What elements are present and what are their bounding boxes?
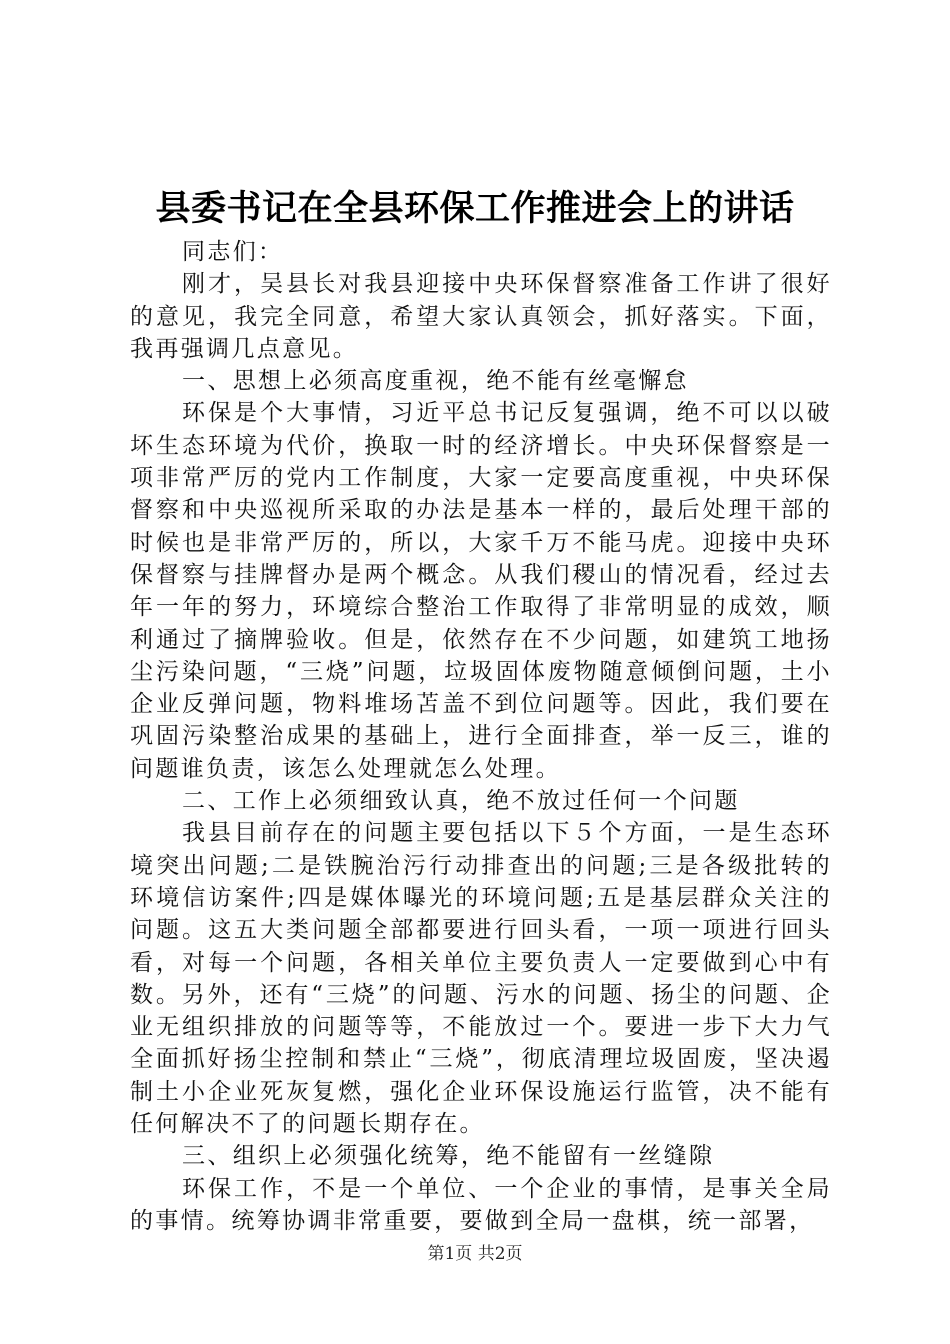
page-number-footer: 第1页 共2页 [427, 1244, 523, 1264]
section-paragraph-2: 我县目前存在的问题主要包括以下５个方面，一是生态环境突出问题;二是铁腕治污行动排查出的问题;三是各级批转的环境信访案件;四是媒体曝光的环境问题;五是基层群众关注的问题。这五大类问题全部都要进行回头看，一项一项进行回头看，对每一个问题，各相关单位主要负责人一定要做到心中有数。另外，还有“三烧”的问题、污水的问题、扬尘的问题、企业无组织排放的问题等等，不能放过一个。要进一步下大力气全面抓好扬尘控制和禁止“三烧”，彻底清理垃圾固废，坚决遏制土小企业死灰复燃，强化企业环保设施运行监管，决不能有任何解决不了的问题长期存在。 [130, 820, 832, 1138]
document-title: 县委书记在全县环保工作推进会上的讲话 [155, 188, 795, 229]
section-heading-1: 一、思想上必须高度重视，绝不能有丝毫懈怠 [182, 368, 689, 395]
section-paragraph-3: 环保工作，不是一个单位、一个企业的事情，是事关全局的事情。统筹协调非常重要，要做到全局一盘棋，统一部署， [130, 1175, 832, 1234]
intro-paragraph: 刚才，吴县长对我县迎接中央环保督察准备工作讲了很好的意见，我完全同意，希望大家认真领会，抓好落实。下面，我再强调几点意见。 [130, 271, 832, 362]
document-body [130, 236, 832, 1237]
section-heading-3: 三、组织上必须强化统筹，绝不能留有一丝缝隙 [182, 1143, 715, 1170]
salutation: 同志们： [182, 239, 284, 265]
section-heading-2: 二、工作上必须细致认真，绝不放过任何一个问题 [182, 788, 740, 815]
section-paragraph-1: 环保是个大事情，习近平总书记反复强调，绝不可以以破坏生态环境为代价，换取一时的经济增长。中央环保督察是一项非常严厉的党内工作制度，大家一定要高度重视，中央环保督察和中央巡视所采取的办法是基本一样的，最后处理干部的时候也是非常严厉的，所以，大家千万不能马虎。迎接中央环保督察与挂牌督办是两个概念。从我们稷山的情况看，经过去年一年的努力，环境综合整治工作取得了非常明显的成效，顺利通过了摘牌验收。但是，依然存在不少问题，如建筑工地扬尘污染问题，“三烧”问题，垃圾固体废物随意倾倒问题，土小企业反弹问题，物料堆场苫盖不到位问题等。因此，我们要在巩固污染整治成果的基础上，进行全面排查，举一反三，谁的问题谁负责，该怎么处理就怎么处理。 [130, 400, 832, 782]
